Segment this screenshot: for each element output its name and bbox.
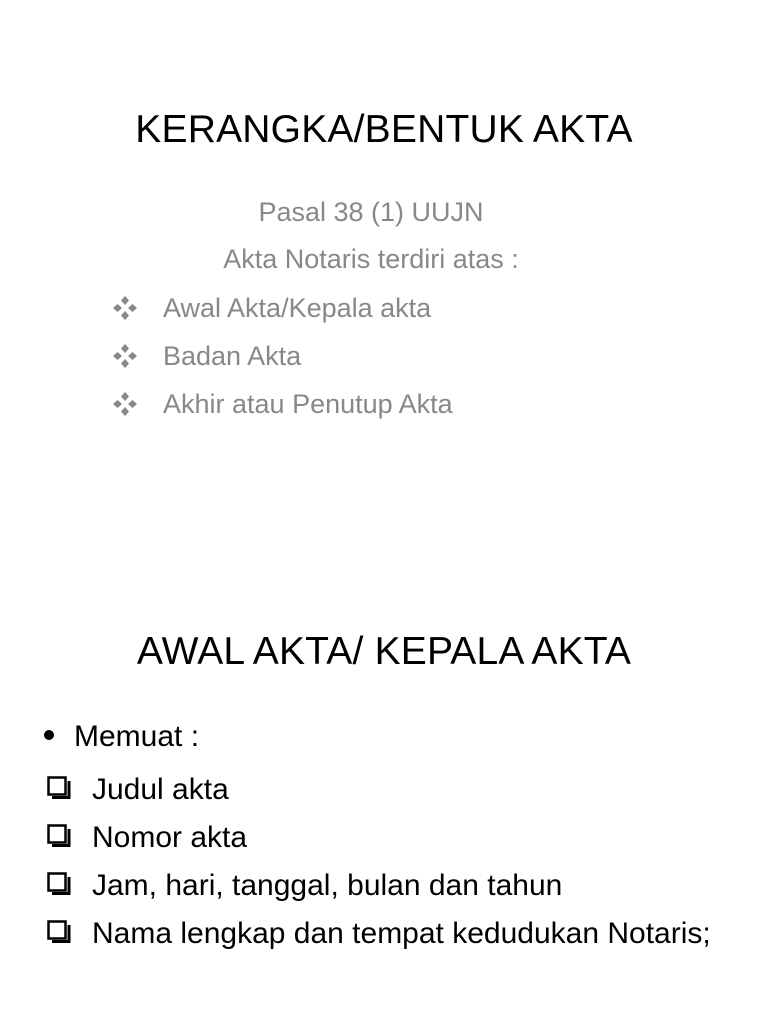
checkbox-bullet-icon — [47, 776, 71, 800]
list-item-label: Akhir atau Penutup Akta — [163, 389, 453, 419]
round-bullet-icon — [44, 730, 54, 740]
list-item — [47, 862, 737, 910]
checkbox-bullet-icon — [47, 920, 71, 944]
slide-title: AWAL AKTA/ KEPALA AKTA — [136, 630, 632, 673]
list-item — [47, 766, 737, 814]
slide-title: KERANGKA/BENTUK AKTA — [135, 108, 633, 151]
list-item — [47, 910, 737, 958]
list-item — [47, 814, 737, 862]
list-item-label: Badan Akta — [163, 341, 302, 371]
list-item-label: Nomor akta — [92, 821, 248, 854]
lead-bullet — [44, 719, 199, 755]
legal-reference: Pasal 38 (1) UUJN — [258, 197, 484, 227]
lead-text: Memuat : — [74, 720, 200, 753]
list-item-label: Judul akta — [92, 773, 229, 806]
slide-awal-akta — [0, 512, 768, 1024]
list-item-label: Awal Akta/Kepala akta — [163, 293, 432, 323]
list-item-label: Jam, hari, tanggal, bulan dan tahun — [92, 869, 563, 902]
diamond-bullet-icon — [110, 293, 140, 323]
kepala-akta-contents-list — [47, 766, 737, 958]
checkbox-bullet-icon — [47, 872, 71, 896]
diamond-bullet-icon — [110, 341, 140, 371]
diamond-bullet-icon — [110, 389, 140, 419]
intro-text: Akta Notaris terdiri atas : — [223, 244, 519, 274]
checkbox-bullet-icon — [47, 824, 71, 848]
list-item-label: Nama lengkap dan tempat kedudukan Notaris; — [92, 917, 711, 950]
